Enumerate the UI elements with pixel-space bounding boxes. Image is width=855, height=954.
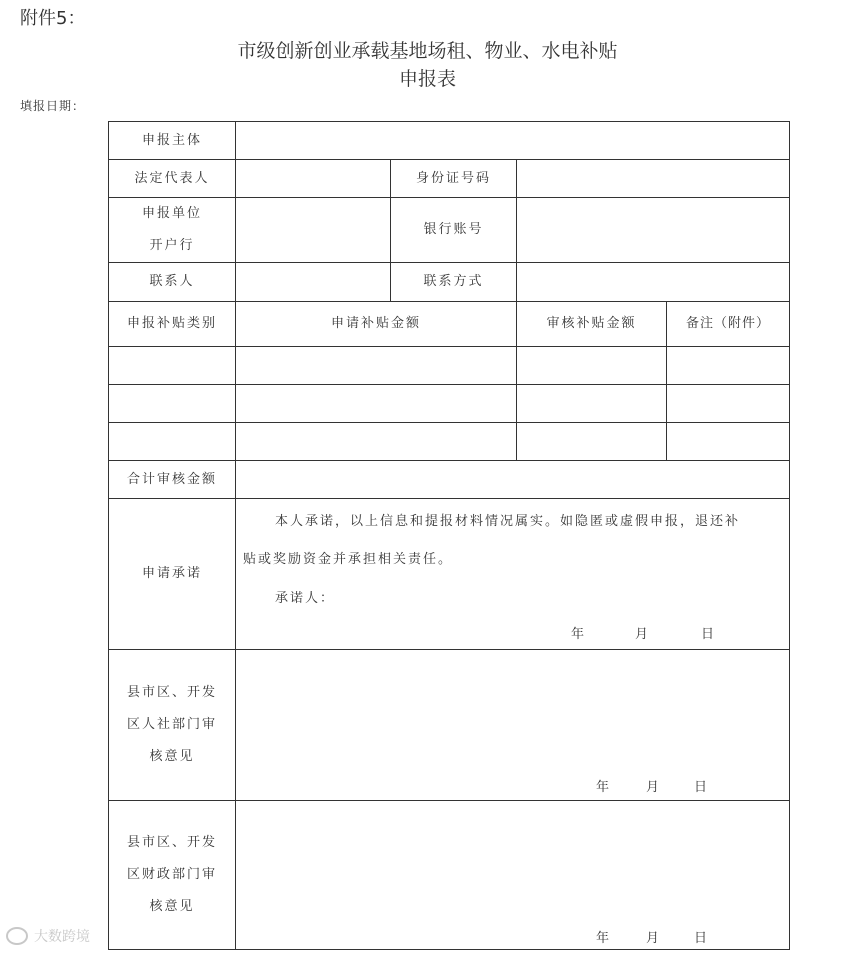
hr-review-line1: 县市区、开发 (126, 685, 217, 700)
promise-date-month: 月 (635, 627, 649, 642)
promise-text-line2: 贴或奖励资金并承担相关责任。 (243, 552, 454, 567)
total-field[interactable] (236, 461, 789, 498)
bank-account-label: 银行账号 (423, 222, 484, 237)
bank-label-line2: 开户行 (149, 238, 195, 253)
contact-method-field[interactable] (517, 263, 789, 301)
watermark-text: 大数跨境 (34, 929, 90, 945)
bank-label-line1: 申报单位 (141, 206, 202, 221)
legal-rep-field[interactable] (236, 160, 390, 197)
finance-review-field[interactable] (236, 801, 789, 919)
contact-label: 联系人 (149, 274, 195, 289)
finance-date-year: 年 (596, 931, 610, 946)
hr-review-label (109, 650, 235, 800)
subsidy-row-2[interactable] (236, 385, 516, 422)
hr-review-field[interactable] (236, 650, 789, 770)
applicant-label: 申报主体 (141, 132, 202, 148)
col-header-requested: 申请补贴金额 (330, 316, 421, 331)
id-number-label: 身份证号码 (415, 170, 491, 186)
finance-date-month: 月 (646, 931, 660, 946)
promise-date-year: 年 (571, 627, 585, 642)
watermark-logo-icon (6, 927, 28, 945)
finance-review-line3: 核意见 (149, 899, 195, 914)
fill-date-label: 填报日期： (20, 99, 86, 113)
finance-review-label (109, 801, 235, 949)
contact-field[interactable] (236, 263, 390, 301)
bank-field[interactable] (236, 198, 390, 262)
total-label: 合计审核金额 (126, 471, 217, 487)
bank-account-field[interactable] (517, 198, 789, 262)
contact-method-label: 联系方式 (423, 274, 484, 289)
bank-label (109, 198, 235, 262)
watermark (6, 926, 90, 946)
finance-date-day: 日 (694, 931, 708, 946)
finance-review-line1: 县市区、开发 (126, 835, 217, 850)
legal-rep-label: 法定代表人 (134, 170, 210, 186)
promise-date-day: 日 (701, 627, 715, 642)
finance-review-line2: 区财政部门审 (126, 867, 217, 882)
hr-review-line2: 区人社部门审 (126, 717, 217, 732)
hr-review-line3: 核意见 (149, 749, 195, 764)
hr-date-month: 月 (646, 780, 660, 795)
hr-date-day: 日 (694, 780, 708, 795)
application-form-table (108, 121, 790, 950)
promise-label: 申请承诺 (141, 566, 202, 581)
col-header-remarks: 备注（附件） (685, 316, 770, 331)
form-title: 市级创新创业承载基地场租、物业、水电补贴 (237, 40, 618, 62)
col-header-category: 申报补贴类别 (126, 316, 217, 331)
attachment-label: 附件5： (20, 8, 86, 29)
subsidy-row-3[interactable] (236, 423, 516, 460)
promiser-label: 承诺人： (275, 591, 336, 606)
applicant-field[interactable] (236, 122, 789, 159)
subsidy-row-1[interactable] (236, 347, 516, 384)
hr-date-year: 年 (596, 780, 610, 795)
promise-text-line1: 本人承诺，以上信息和提报材料情况属实。如隐匿或虚假申报，退还补 (275, 514, 741, 529)
id-number-field[interactable] (517, 160, 789, 197)
form-subtitle: 申报表 (398, 68, 456, 90)
col-header-approved: 审核补贴金额 (546, 316, 637, 331)
